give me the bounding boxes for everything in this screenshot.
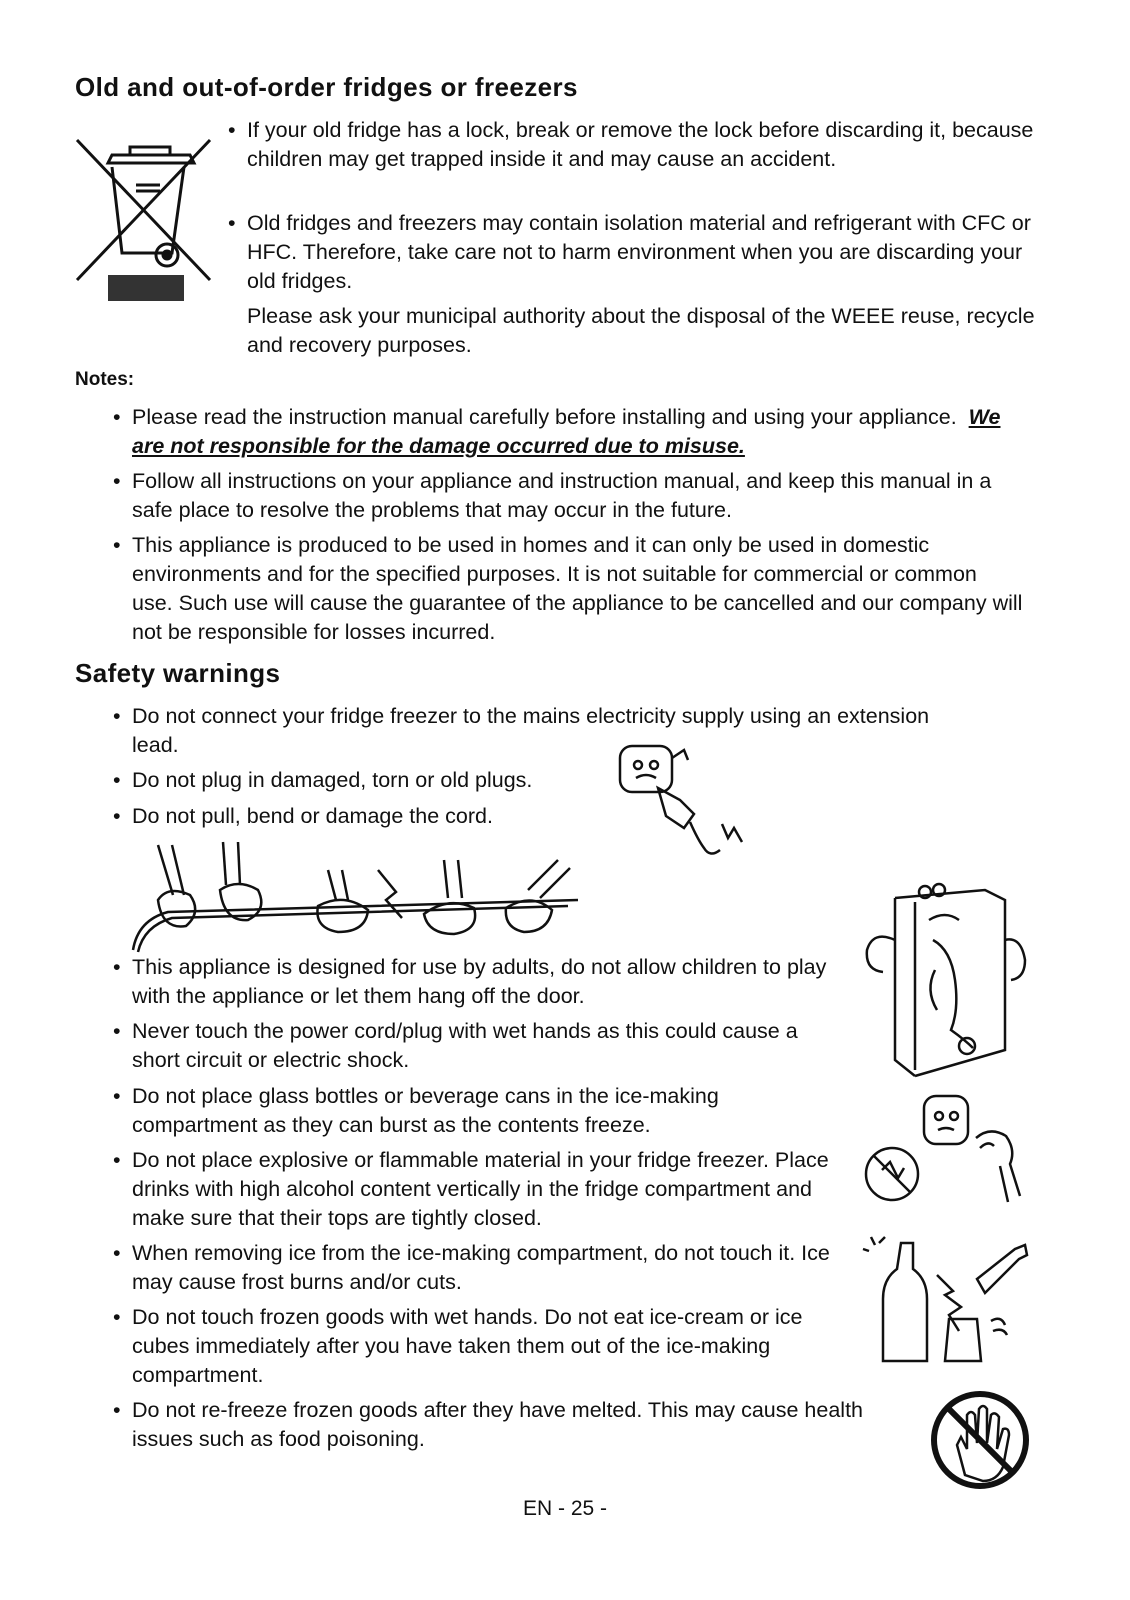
note-text: Follow all instructions on your appliance and instruction manual, and keep this manual in a safe place to resolve the problems that may occur in the future.	[132, 469, 992, 522]
bullet: •	[113, 1241, 121, 1265]
bullet: •	[113, 704, 121, 728]
warning-text: Do not touch frozen goods with wet hands. Do not eat ice-cream or ice cubes immediately after you have taken them out of the ice-making compartment.	[132, 1305, 803, 1387]
page-number: EN - 25 -	[522, 1497, 608, 1520]
warning-text: This appliance is designed for use by adults, do not allow children to play with the appliance or let them hang off the door.	[132, 955, 827, 1008]
note-text: Please read the instruction manual carefully before installing and using your appliance.	[132, 405, 957, 429]
bullet: •	[113, 1305, 121, 1329]
no-wet-hand-socket-icon	[860, 1090, 1035, 1210]
list-item	[113, 702, 943, 760]
list-item	[113, 1396, 893, 1454]
no-touch-hand-icon	[925, 1385, 1035, 1495]
bullet: •	[113, 768, 121, 792]
bullet: •	[113, 1148, 121, 1172]
warning-text: When removing ice from the ice-making compartment, do not touch it. Ice may cause frost burns and/or cuts.	[132, 1241, 830, 1294]
bullet: •	[113, 804, 121, 828]
bullet-text: Old fridges and freezers may contain isolation material and refrigerant with CFC or HFC. Therefore, take care not to harm environment when you are discarding your old fridges.	[247, 211, 1031, 293]
bullet: •	[113, 1019, 121, 1043]
warning-text: Do not place glass bottles or beverage cans in the ice-making compartment as they can burst as the contents freeze.	[132, 1084, 719, 1137]
section-title-disposal: Old and out-of-order fridges or freezers	[75, 72, 578, 102]
list-item	[113, 1303, 863, 1390]
bullet: •	[113, 469, 121, 493]
list-item	[113, 1146, 863, 1233]
bullet: •	[113, 1398, 121, 1422]
warning-text: Do not plug in damaged, torn or old plugs.	[132, 768, 533, 792]
list-item	[113, 531, 1023, 647]
bullet: •	[228, 211, 236, 235]
list-item	[113, 953, 833, 1011]
list-item	[113, 403, 1013, 461]
note-text: This appliance is produced to be used in homes and it can only be used in domestic environments and for the specified purposes. It is not suitable for commercial or common use. Such use will cause the guarantee of the appliance to be cancelled and our company will not be responsible for losses incurred.	[132, 533, 1023, 644]
list-item	[113, 1017, 813, 1075]
list-item	[113, 467, 1013, 525]
bullet-text: If your old fridge has a lock, break or remove the lock before discarding it, because children may get trapped inside it and may cause an accident.	[247, 118, 1034, 171]
list-item	[113, 1239, 863, 1297]
bullet: •	[113, 405, 121, 429]
crossed-out-wheelie-bin-icon	[72, 135, 217, 305]
warning-text: Do not place explosive or flammable material in your fridge freezer. Place drinks with high alcohol content vertically in the fridge compartment and make sure that their tops are tightly closed.	[132, 1148, 829, 1230]
angry-socket-plug-icon	[610, 740, 750, 860]
bullet: •	[228, 118, 236, 142]
bullet: •	[113, 955, 121, 979]
child-hanging-fridge-door-icon	[855, 880, 1035, 1080]
list-item	[113, 1082, 833, 1140]
weee-paragraph: Please ask your municipal authority about the disposal of the WEEE reuse, recycle and recovery purposes.	[247, 304, 1035, 357]
notes-label: Notes:	[75, 369, 135, 390]
warning-text: Do not re-freeze frozen goods after they have melted. This may cause health issues such as food poisoning.	[132, 1398, 863, 1451]
section-title-safety: Safety warnings	[75, 658, 281, 688]
list-item	[113, 766, 613, 795]
warning-text: Never touch the power cord/plug with wet hands as this could cause a short circuit or electric shock.	[132, 1019, 798, 1072]
warning-text: Do not connect your fridge freezer to the mains electricity supply using an extension lead.	[132, 704, 930, 757]
warning-text: Do not pull, bend or damage the cord.	[132, 804, 493, 828]
bullet: •	[113, 1084, 121, 1108]
bullet: •	[113, 533, 121, 557]
list-item	[113, 802, 613, 831]
list-item	[228, 116, 1038, 174]
list-item	[228, 209, 1038, 296]
hands-pulling-cord-icon	[128, 840, 578, 955]
disclaimer-text: We are not responsible for the damage occurred due to misuse.	[132, 405, 1001, 458]
bursting-bottles-icon	[865, 1235, 1035, 1370]
